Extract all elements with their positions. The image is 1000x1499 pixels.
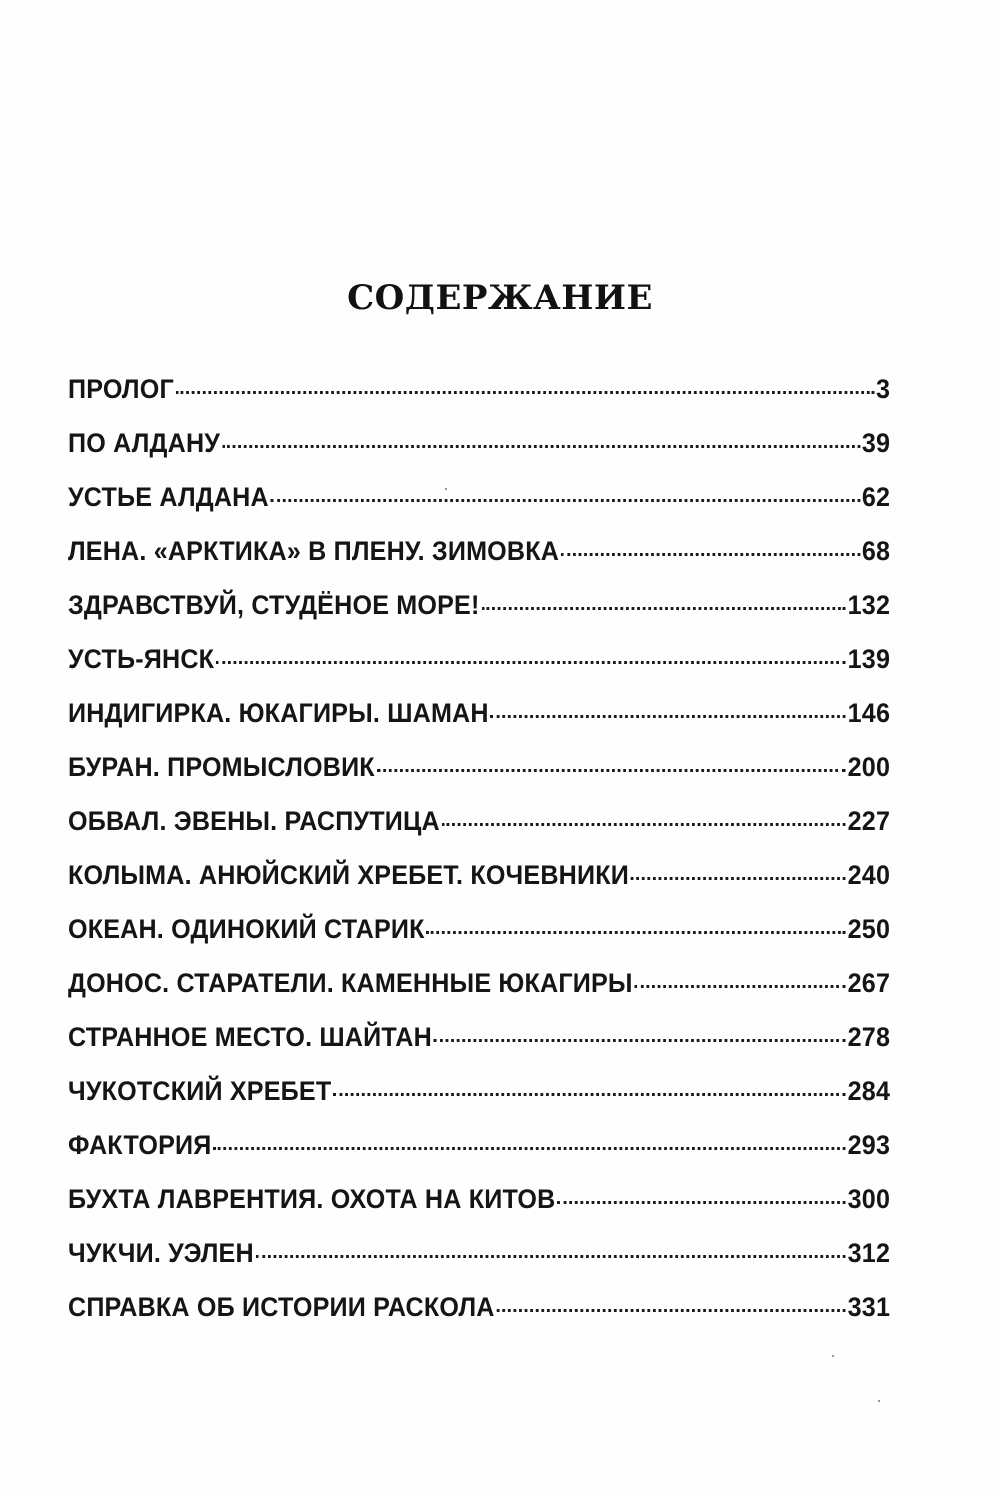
toc-entry-page: 39 — [861, 428, 891, 458]
dot-leader — [256, 1255, 846, 1258]
toc-entry-label: ОБВАЛ. ЭВЕНЫ. РАСПУТИЦА — [68, 806, 440, 836]
toc-entry-page: 3 — [875, 374, 891, 404]
dot-leader — [213, 1147, 845, 1150]
toc-entry — [68, 806, 890, 860]
dot-leader — [377, 769, 846, 772]
toc-entry-page: 139 — [847, 644, 891, 674]
paper-speck — [832, 1355, 834, 1357]
toc-entry-label: ПО АЛДАНУ — [68, 428, 221, 458]
toc-entry — [68, 1238, 890, 1292]
toc-entry — [68, 536, 890, 590]
toc-entry — [68, 644, 890, 698]
dot-leader — [216, 661, 846, 664]
toc-entry-label: ФАКТОРИЯ — [68, 1130, 212, 1160]
toc-entry-label: ИНДИГИРКА. ЮКАГИРЫ. ШАМАН — [68, 698, 489, 728]
toc-entry-page: 250 — [847, 914, 891, 944]
toc-entry-page: 331 — [847, 1292, 891, 1322]
dot-leader — [222, 445, 860, 448]
table-of-contents — [68, 374, 890, 1346]
dot-leader — [491, 715, 846, 718]
dot-leader — [271, 499, 860, 502]
toc-entry — [68, 914, 890, 968]
toc-entry-label: БУХТА ЛАВРЕНТИЯ. ОХОТА НА КИТОВ — [68, 1184, 556, 1214]
dot-leader — [434, 1039, 846, 1042]
toc-entry-label: ЛЕНА. «АРКТИКА» В ПЛЕНУ. ЗИМОВКА — [68, 536, 560, 566]
toc-entry — [68, 1292, 890, 1346]
page-title: СОДЕРЖАНИЕ — [347, 278, 653, 318]
dot-leader — [481, 607, 845, 610]
toc-entry-page: 62 — [861, 482, 891, 512]
toc-entry-label: СТРАННОЕ МЕСТО. ШАЙТАН — [68, 1022, 432, 1052]
toc-entry-page: 267 — [847, 968, 891, 998]
toc-entry-label: ЧУКОТСКИЙ ХРЕБЕТ — [68, 1076, 332, 1106]
toc-entry-label: УСТЬЕ АЛДАНА — [68, 482, 269, 512]
toc-entry-page: 240 — [847, 860, 891, 890]
toc-entry-label: ЗДРАВСТВУЙ, СТУДЁНОЕ МОРЕ! — [68, 590, 480, 620]
dot-leader — [427, 931, 846, 934]
toc-entry-label: БУРАН. ПРОМЫСЛОВИК — [68, 752, 375, 782]
toc-entry-label: КОЛЫМА. АНЮЙСКИЙ ХРЕБЕТ. КОЧЕВНИКИ — [68, 860, 629, 890]
dot-leader — [635, 985, 846, 988]
toc-entry-page: 132 — [847, 590, 891, 620]
paper-speck — [445, 488, 447, 490]
dot-leader — [561, 553, 860, 556]
toc-entry-page: 278 — [847, 1022, 891, 1052]
dot-leader — [631, 877, 846, 880]
toc-entry — [68, 1022, 890, 1076]
dot-leader — [496, 1309, 845, 1312]
toc-entry-label: ОКЕАН. ОДИНОКИЙ СТАРИК — [68, 914, 425, 944]
toc-entry — [68, 1184, 890, 1238]
dot-leader — [176, 391, 874, 394]
toc-entry-label: ЧУКЧИ. УЭЛЕН — [68, 1238, 254, 1268]
toc-entry — [68, 374, 890, 428]
toc-entry-label: ДОНОС. СТАРАТЕЛИ. КАМЕННЫЕ ЮКАГИРЫ — [68, 968, 633, 998]
toc-entry-page: 300 — [847, 1184, 891, 1214]
toc-entry-label: СПРАВКА ОБ ИСТОРИИ РАСКОЛА — [68, 1292, 495, 1322]
toc-entry — [68, 752, 890, 806]
toc-entry — [68, 590, 890, 644]
paper-speck — [878, 1400, 880, 1402]
toc-entry-page: 293 — [847, 1130, 891, 1160]
toc-entry-page: 284 — [847, 1076, 891, 1106]
toc-entry-page: 68 — [861, 536, 891, 566]
toc-entry-label: ПРОЛОГ — [68, 374, 174, 404]
dot-leader — [333, 1093, 846, 1096]
toc-entry-page: 227 — [847, 806, 891, 836]
dot-leader — [557, 1201, 846, 1204]
toc-entry — [68, 1076, 890, 1130]
toc-entry — [68, 968, 890, 1022]
toc-entry-page: 146 — [847, 698, 891, 728]
dot-leader — [442, 823, 846, 826]
toc-entry-label: УСТЬ-ЯНСК — [68, 644, 215, 674]
toc-entry — [68, 482, 890, 536]
toc-entry-page: 200 — [847, 752, 891, 782]
toc-entry — [68, 1130, 890, 1184]
toc-entry — [68, 860, 890, 914]
toc-entry — [68, 428, 890, 482]
toc-entry — [68, 698, 890, 752]
toc-entry-page: 312 — [847, 1238, 891, 1268]
